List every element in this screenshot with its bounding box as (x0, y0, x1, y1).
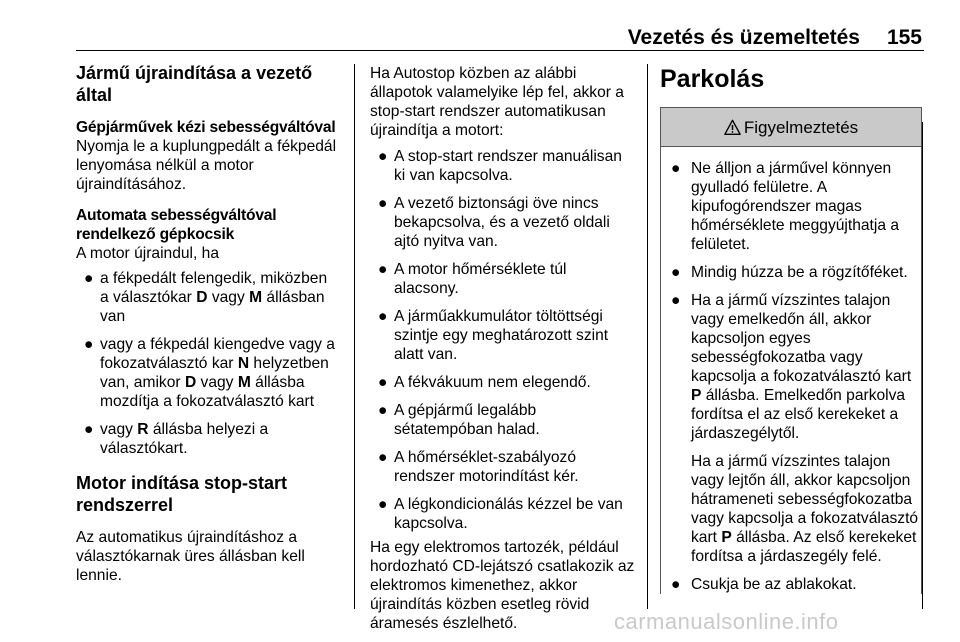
bullet-icon: ● (671, 160, 681, 177)
list-item: ● a fékpedált felengedik, miközben a választókar D vagy M állásban van (84, 270, 328, 325)
stop-start-text: Az automatikus újraindításhoz a választókarnak üres állásban kell lennie. (76, 529, 305, 584)
list-item: ● Csukja be az ablakokat. (671, 576, 857, 593)
warning-header (661, 108, 921, 147)
warning-label: Figyelmeztetés (743, 117, 859, 137)
warning-triangle-icon (724, 119, 741, 136)
bullet-icon: ● (671, 576, 681, 593)
bullet-icon: ● (378, 402, 388, 419)
section-heading-restart: Jármű újraindítása a vezető által (76, 63, 313, 105)
subheading-manual: Gépjárművek kézi sebességváltóval (76, 119, 336, 136)
column-left (76, 60, 340, 585)
section-heading-stop-start: Motor indítása stop-start rendszerrel (76, 473, 288, 515)
column-divider-2 (647, 64, 648, 609)
bullet-icon: ● (84, 421, 94, 438)
automatic-intro: A motor újraindul, ha (76, 245, 220, 262)
page-header (0, 0, 960, 52)
list-item: ● Mindig húzza be a rögzítőféket. (671, 264, 908, 281)
list-item: ● Ne álljon a járművel könnyen gyulladó felületre. A kipufogórendszer magas hőmérséklete meggyújthatja a felületet. (671, 160, 900, 253)
column-middle (370, 64, 635, 633)
bullet-icon: ● (378, 374, 388, 391)
list-item: ● Ha a jármű vízszintes talajon vagy emelkedőn áll, akkor kapcsoljon egyes sebességfokozatba vagy kapcsolja a fokozatválasztó kart P állásba. Emelkedőn parkolva fordítsa el az első kerekeket a járdaszegélytől. (671, 292, 912, 442)
autostop-intro: Ha Autostop közben az alábbi állapotok valamelyike lép fel, akkor a stop-start rendszer automatikusan újraindítja a motort: (370, 65, 624, 139)
chapter-title: Vezetés és üzemeltetés (627, 26, 860, 49)
bullet-icon: ● (378, 148, 388, 165)
column-divider-1 (354, 64, 355, 609)
page-number: 155 (886, 26, 922, 49)
list-item: ● A légkondicionálás kézzel be van kapcsolva. (378, 496, 623, 532)
list-item: ● vagy R állásba helyezi a választókart. (84, 421, 269, 457)
bullet-icon: ● (378, 308, 388, 325)
bullet-icon: ● (378, 449, 388, 466)
parking-title: Parkolás (660, 65, 765, 93)
list-item: ● A gépjármű legalább sétatempóban halad. (378, 402, 540, 438)
subheading-automatic: Automata sebességváltóval rendelkező gépkocsik (76, 207, 277, 243)
manual-text: Nyomja le a kuplungpedált a fékpedál lenyomása nélkül a motor újraindításához. (76, 138, 337, 193)
list-item: ● A fékvákuum nem elegendő. (378, 374, 591, 391)
bullet-icon: ● (84, 336, 94, 353)
header-rule (76, 50, 924, 51)
warning-body (661, 147, 921, 594)
warning-box (660, 107, 922, 594)
list-item-continuation: Ha a jármű vízszintes talajon vagy lejtőn áll, akkor kapcsoljon hátrameneti sebességfokozatba vagy kapcsolja a fokozatválasztó kart P állásba. Az első kerekeket fordítsa a járdaszegély felé. (691, 453, 919, 565)
list-item: ● A járműakkumulátor töltöttségi szintje egy meghatározott szint alatt van. (378, 308, 609, 363)
list-item: ● A hőmérséklet-szabályozó rendszer motorindítást kér. (378, 449, 579, 485)
bullet-icon: ● (378, 261, 388, 278)
autostop-outro: Ha egy elektromos tartozék, például hordozható CD-lejátszó csatlakozik az elektromos kimenethez, akkor újraindítás közben esetleg rövid áramesés észlelhető. (370, 539, 635, 632)
bullet-icon: ● (378, 496, 388, 513)
list-item: ● vagy a fékpedál kiengedve vagy a fokozatválasztó kar N helyzetben van, amikor D vagy M állásba mozdítja a fokozatválasztó kart (84, 336, 335, 410)
warning-box-right-edge (922, 122, 923, 609)
column-right (660, 60, 922, 603)
list-item: ● A motor hőmérséklete túl alacsony. (378, 261, 567, 297)
list-item: ● A vezető biztonsági öve nincs bekapcsolva, és a vezető oldali ajtó nyitva van. (378, 195, 610, 250)
bullet-icon: ● (378, 195, 388, 212)
watermark: carmanualsonline.info (614, 609, 839, 634)
bullet-icon: ● (671, 292, 681, 309)
bullet-icon: ● (671, 264, 681, 281)
list-item: ● A stop-start rendszer manuálisan ki van kapcsolva. (378, 148, 622, 184)
bullet-icon: ● (84, 270, 94, 287)
